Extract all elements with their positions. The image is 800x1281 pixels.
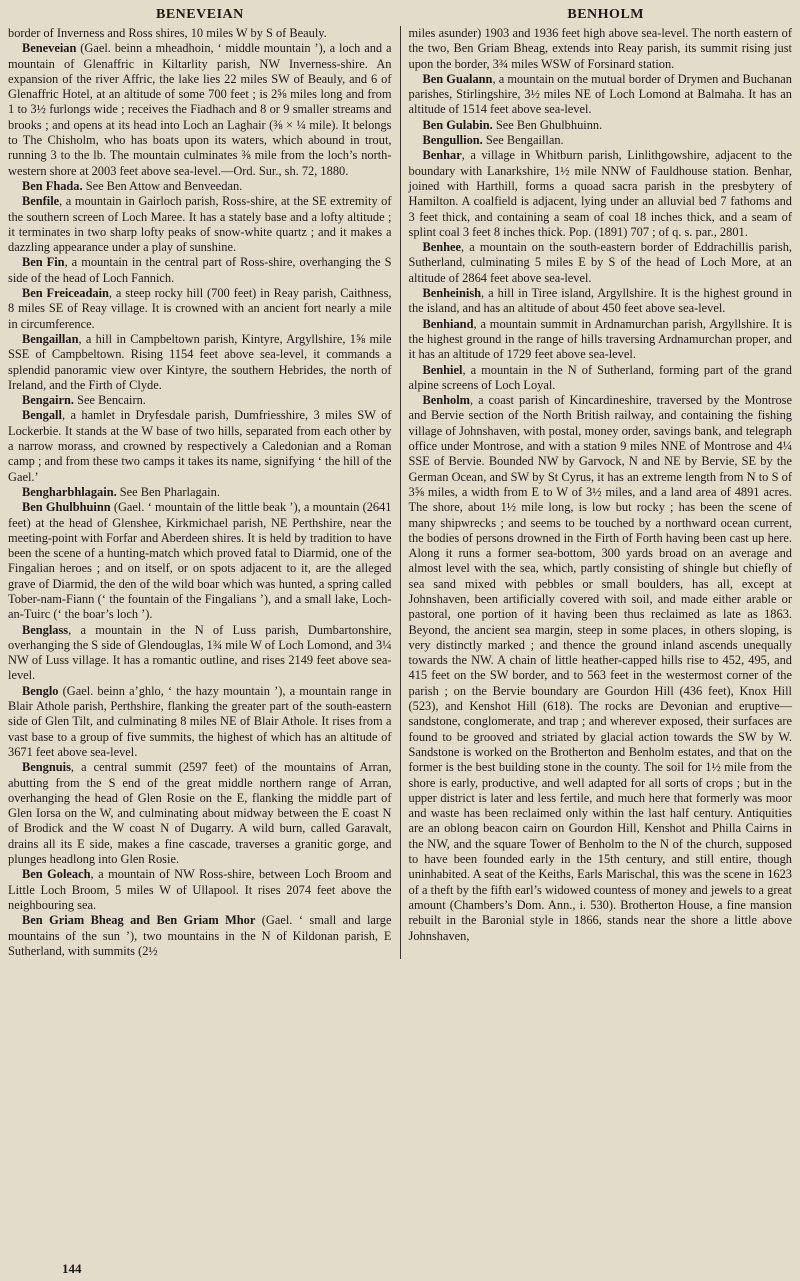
entry-text: , a mountain on the south-eastern border of Eddrachillis parish, Sutherland, culminating 5 miles E by S of the head of Loch More, at an altitude of 2864 feet above sea-level.: [408, 240, 792, 285]
entry-headword: Benhar: [422, 148, 462, 163]
gazetteer-entry: [8, 332, 392, 393]
entry-text: , a central summit (2597 feet) of the mountains of Arran, abutting from the S end of the great middle northern range of Arran, overhanging the head of Glen Rosie on the E, flanking the middle part of Glen Iorsa on the W, and culminating about midway between the E coast N of Brodick and the W coast N of Dugarry. A wild burn, called Garavalt, drains all its E side, makes a fine cascade, traverses a granitic gorge, and plunges headlong into Glen Rosie.: [8, 760, 392, 867]
gazetteer-entry: [8, 623, 392, 684]
right-column: [400, 26, 793, 959]
entry-headword: Ben Gualann: [422, 71, 493, 86]
entry-headword: Benhiand: [422, 316, 474, 331]
entry-text: border of Inverness and Ross shires, 10 miles W by S of Beauly.: [8, 26, 327, 40]
gazetteer-entry: [409, 393, 793, 944]
gazetteer-entry: [409, 26, 793, 72]
entry-headword: Benhee: [422, 240, 462, 255]
gazetteer-entry: [8, 255, 392, 286]
entry-text: miles asunder) 1903 and 1936 feet high above sea-level. The north eastern of the two, Ben Griam Bheag, extends into Reay parish, its summit rising just upon the border, 3¾ miles WSW of Forsinard station.: [408, 26, 792, 71]
entry-headword: Ben Ghulbhuinn: [22, 500, 111, 515]
entry-headword: Benglass: [22, 622, 69, 637]
entry-headword: Ben Goleach: [22, 867, 91, 882]
gazetteer-entry: [8, 867, 392, 913]
entry-headword: Benheinish: [422, 286, 482, 301]
gazetteer-entry: [8, 760, 392, 867]
gazetteer-entry: [8, 194, 392, 255]
gazetteer-entry: [409, 317, 793, 363]
entry-text: , a hill in Tiree island, Argyllshire. It is the highest ground in the island, and has an altitude of about 450 feet above sea-level.: [408, 286, 792, 316]
entry-text: , a steep rocky hill (700 feet) in Reay parish, Caithness, 8 miles SE of Reay village. It is crowned with an ancient fort nearly a mile in circumference.: [8, 286, 392, 331]
entry-text: , a coast parish of Kincardineshire, traversed by the Montrose and Bervie section of the North British railway, and containing the fishing village of Johnshaven, with postal, money order, savings bank, and telegraph office under Montrose, and with a station 9 miles NNE of Montrose and 4¼ SSE of Bervie. Bounded NW by Garvock, N and NE by Bervie, SE by the German Ocean, and SW by St Cyrus, it has an extreme length from N to S of 3⅝ miles, a width from E to W of 3½ miles, and a land area of 4891 acres. The shore, about 1½ mile long, is low but rocky ; has been the scene of many shipwrecks ; and seems to be touched by a northward ocean current, the bodies of persons drowned in the Firth of Forth having been cast up here. Along it runs a former sea-bottom, 300 yards broad on an average and almost level with the sea, which, partly consisting of shingle but chiefly of sea sand mixed with pebbles or small boulders, has all, except at Johnshaven, been artificially covered with soil, and made either arable or pastoral, one portion of it having been thus reclaimed as late as 1863. Beyond, the ancient sea margin, steep in some places, in others sloping, is very distinctly marked ; and thence the ground inland ascends unequally towards the NW. A chain of little heather-capped hills rise to 452, 495, and 415 feet on the SW border, and to 563 feet in the westermost corner of the parish ; on the Bervie boundary are Gourdon Hill (436 feet), Knox Hill (523), and Kenshot Hill (618). The rocks are Devonian and eruptive—sandstone, conglomerate, and trap ; and wherever exposed, their surfaces are found to be grooved and striated by glacial action towards the SW by W. Sandstone is worked on the Brotherton and Benholm estates, and that on the former is the best building stone in the county. The soil for 1½ mile from the shore is early, productive, and well adapted for all sorts of crops ; but in the upper district is later and less fertile, and much here that formerly was moor and waste has been reclaimed only within the last half century. Antiquities are an oblong beacon cairn on Gourdon Hill, Kenshot and Philla Cairns in the NW, and the square Tower of Benholm to the N of the church, supposed to have been founded early in the 15th century, and still entire, though uninhabited. A seat of the Keiths, Earls Marischal, this was the scene in 1623 of a theft by the fifth earl’s widowed countess of money and jewels to a great amount (Chambers’s Dom. Ann., i. 530). Brotherton House, a fine mansion rebuilt in the Baronial style in 1866, stands near the shore a little above Johnshaven,: [408, 393, 792, 943]
entry-headword: Benhiel: [422, 362, 463, 377]
gazetteer-entry: [8, 393, 392, 408]
gazetteer-entry: [409, 148, 793, 240]
entry-text: See Ben Attow and Benveedan.: [82, 178, 243, 193]
gazetteer-entry: [8, 41, 392, 179]
entry-headword: Ben Fhada.: [22, 178, 83, 193]
gazetteer-entry: [8, 26, 392, 41]
gazetteer-entry: [409, 72, 793, 118]
gazetteer-entry: [8, 684, 392, 760]
entry-headword: Bengharbhlagain.: [22, 484, 117, 499]
entry-headword: Ben Griam Bheag and Ben Griam Mhor: [22, 913, 256, 928]
entry-text: , a hamlet in Dryfesdale parish, Dumfriesshire, 3 miles SW of Lockerbie. It stands at the W base of two hills, separated from each other by a narrow morass, and crowned by respectively a Caledonian and a Roman camp ; and from these two camps it takes its name, signifying ‘ the hill of the Gael.’: [8, 408, 392, 484]
gazetteer-entry: [409, 363, 793, 394]
gazetteer-entry: [8, 286, 392, 332]
gazetteer-entry: [8, 179, 392, 194]
entry-headword: Bengnuis: [22, 760, 71, 775]
gazetteer-entry: [409, 133, 793, 148]
entry-headword: Bengairn.: [22, 393, 74, 408]
entry-text: , a mountain in Gairloch parish, Ross-shire, at the SE extremity of the southern screen of Loch Maree. It has a stately base and a lofty altitude ; it terminates in two sharp lofty peaks of snow-white quartz ; and it makes a dazzling appearance under a play of sunshine.: [8, 194, 392, 255]
entry-headword: Benglo: [22, 683, 59, 698]
two-column-body: [8, 26, 792, 959]
entry-text: (Gael. ‘ small and large mountains of the sun ’), two mountains in the N of Kildonan parish, E Sutherland, with summits (2½: [8, 913, 392, 958]
entry-text: See Ben Pharlagain.: [116, 484, 220, 499]
entry-text: , a village in Whitburn parish, Linlithgowshire, adjacent to the boundary with Lanarkshire, 1½ mile NNW of Fauldhouse station. Benhar, joined with Harthill, forms a quoad sacra parish in the presbytery of Hamilton. A coalfield is adjacent, lying under an alluvial bed 7 fathoms and 3 feet thick, and containing a seam of coal 18 inches thick, and a seam of splint coal 3 feet 8 inches thick. Pop. (1891) 707 ; of q. s. par., 2801.: [408, 148, 792, 239]
left-column: [8, 26, 400, 959]
header-left-word: BENEVEIAN: [156, 7, 244, 22]
entry-text: See Ben Ghulbhuinn.: [492, 117, 603, 132]
gazetteer-entry: [8, 913, 392, 959]
entry-headword: Benfile: [22, 194, 60, 209]
entry-headword: Ben Fin: [22, 255, 65, 270]
entry-text: , a mountain in the central part of Ross-shire, overhanging the S side of the head of Loch Fannich.: [8, 255, 392, 285]
entry-headword: Ben Gulabin.: [422, 117, 493, 132]
entry-headword: Bengall: [22, 408, 62, 423]
header-right-word: BENHOLM: [567, 7, 644, 22]
entry-text: , a mountain of NW Ross-shire, between Loch Broom and Little Loch Broom, 5 miles W of Ullapool. It rises 2074 feet above the neighbouring sea.: [8, 867, 392, 912]
entry-headword: Bengullion.: [422, 133, 483, 148]
entry-text: , a mountain on the mutual border of Drymen and Buchanan parishes, Stirlingshire, 3½ miles NE of Loch Lomond at Balmaha. It has an altitude of 1514 feet above sea-level.: [408, 71, 792, 117]
gazetteer-entry: [8, 500, 392, 622]
entry-text: (Gael. ‘ mountain of the little beak ’), a mountain (2641 feet) at the head of Glenshee, Kirkmichael parish, NE Perthshire, near the meeting-point with Forfar and Aberdeen shires. It is held by tradition to have been the scene of a hunting-match which proved fatal to Diarmid, one of the Fingalian heroes ; and on itself, or on spots adjacent to it, are the alleged grave of Diarmid, the den of the wild boar which was hunted, a spring called Tober-nam-Fiann (‘ the fountain of the Fingalians ’), and a small lake, Loch-an-Tuirc (‘ the boar’s loch ’).: [8, 500, 392, 622]
gazetteer-entry: [8, 408, 392, 484]
entry-text: See Bengaillan.: [482, 133, 564, 148]
entry-text: , a mountain summit in Ardnamurchan parish, Argyllshire. It is the highest ground in the range of hills traversing Ardnamurchan proper, and it has an altitude of 1729 feet above sea-level.: [408, 316, 792, 362]
page-number: 144: [62, 1261, 82, 1276]
entry-text: (Gael. beinn a mheadhoin, ‘ middle mountain ’), a loch and a mountain of Glenaffric in Kiltarlity parish, NW Inverness-shire. An expansion of the river Affric, the lake lies 22 miles SW of Beauly, and 6 of Glenaffric Hotel, at an altitude of some 700 feet ; is 2⅝ miles long and from 1 to 3½ furlongs wide ; receives the Fiadhach and 8 or 9 smaller streams and brooks ; and opens at its head into Loch an Laghair (⅜ × ¼ mile). It belongs to The Chisholm, who has boats upon its waters, which abound in trout, running 3 to the lb. The mountain culminates ⅜ mile from the loch’s north-western shore at 2003 feet above sea-level.—Ord. Sur., sh. 72, 1880.: [8, 41, 392, 178]
gazetteer-entry: [8, 485, 392, 500]
entry-headword: Ben Freiceadain: [22, 286, 109, 301]
entry-text: , a hill in Campbeltown parish, Kintyre, Argyllshire, 1⅝ mile SSE of Campbeltown. Rising 1154 feet above sea-level, it commands a splendid panoramic view over Kintyre, the southern Hebrides, the north of Ireland, and the Firth of Clyde.: [8, 331, 392, 392]
entry-headword: Bengaillan: [22, 331, 79, 346]
entry-text: , a mountain in the N of Sutherland, forming part of the grand alpine screens of Loch Loyal.: [408, 362, 792, 392]
gazetteer-entry: [409, 286, 793, 317]
entry-text: See Bencairn.: [73, 393, 146, 408]
entry-text: (Gael. beinn a’ghlo, ‘ the hazy mountain ’), a mountain range in Blair Athole parish, Perthshire, flanking the greater part of the south-eastern side of Glen Tilt, and culminating 8 miles NE of Blair Athole. It rises from a vast base to a group of five summits, the highest of which has an altitude of 3671 feet above sea-level.: [8, 683, 392, 759]
gazetteer-entry: [409, 240, 793, 286]
entry-text: , a mountain in the N of Luss parish, Dumbartonshire, overhanging the S side of Glendouglas, 1¾ mile W of Loch Lomond, and 3¼ NW of Luss village. It has a romantic outline, and rises 2149 feet above sea-level.: [8, 622, 392, 683]
entry-headword: Benholm: [422, 393, 471, 408]
gazetteer-entry: [409, 118, 793, 133]
running-head: [8, 4, 792, 26]
entry-headword: Beneveian: [22, 41, 77, 56]
